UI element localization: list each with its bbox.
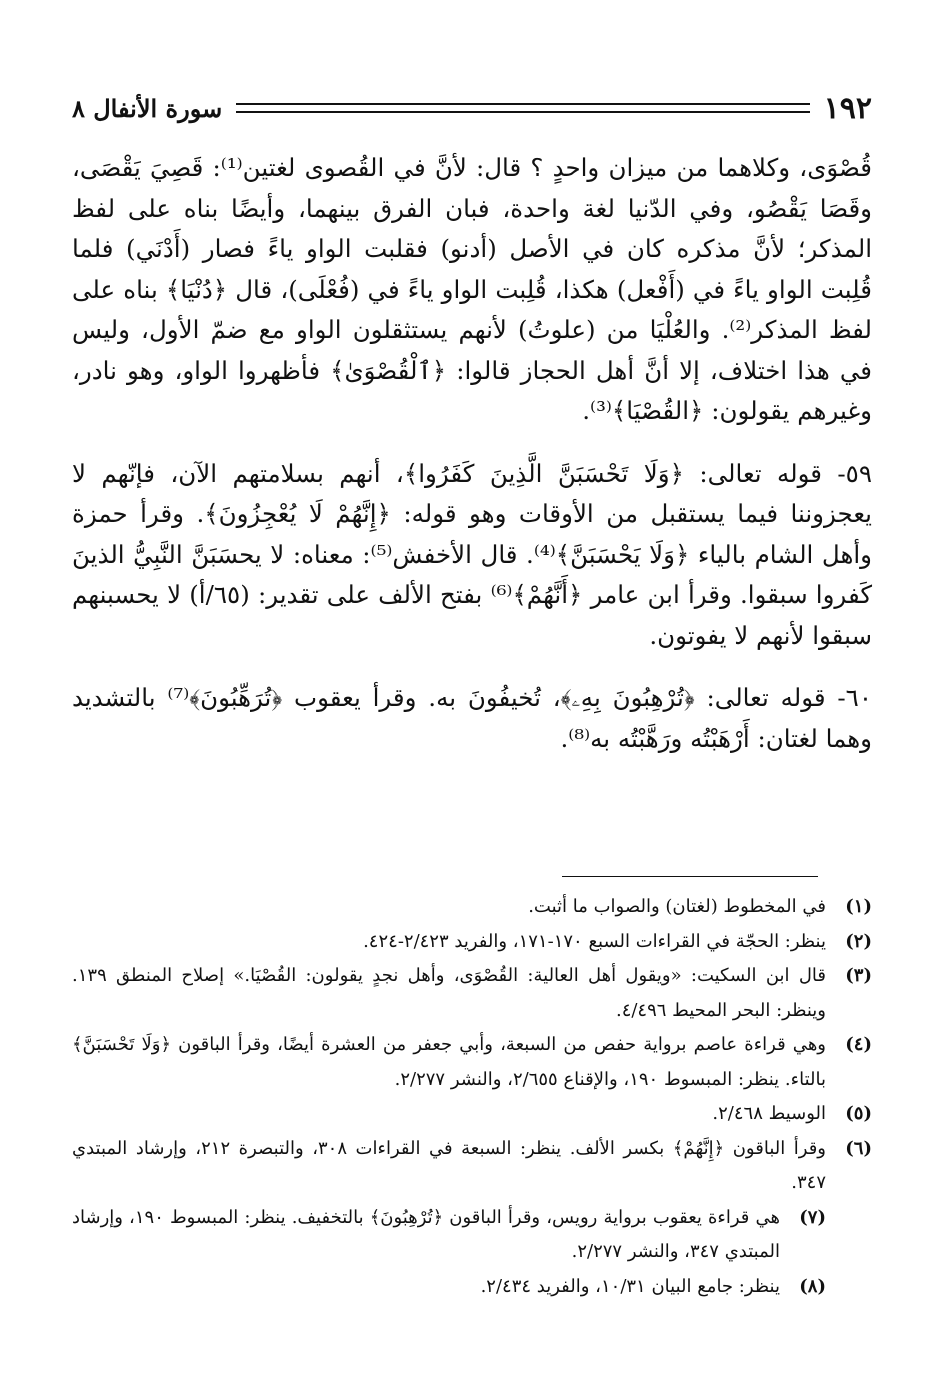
footnotes xyxy=(72,890,872,1304)
footnote-mark: (٢) xyxy=(845,930,872,952)
footnote-mark: (٧) xyxy=(799,1206,826,1228)
footnote-mark: (٦) xyxy=(845,1137,872,1159)
page-number: ١٩٢ xyxy=(823,90,872,126)
footnote-text: الوسيط ٢/٤٦٨. xyxy=(712,1103,826,1124)
footnote-mark: (٤) xyxy=(845,1034,872,1055)
footnote-text: في المخطوط (لغتان) والصواب ما أثبت. xyxy=(528,896,826,917)
footnote xyxy=(72,890,872,925)
footnote-mark: (١) xyxy=(845,896,872,917)
footnote-text: قال ابن السكيت: «ويقول أهل العالية: القُصْوَى، وأهل نجدٍ يقولون: القُصْيَا.» إصلاح المنطق ١٣٩. وينظر: البحر المحيط ٤/٤٩٦. xyxy=(72,965,826,1021)
footnote-text: ينظر: الحجّة في القراءات السبع ١٧٠-١٧١، والفريد ٢/٤٢٣-٤٢٤. xyxy=(363,930,826,952)
surah-title: سورة الأنفال ٨ xyxy=(72,93,223,123)
footnote-mark: (٣) xyxy=(845,965,872,986)
footnote-mark: (٨) xyxy=(799,1275,826,1297)
footnote-separator xyxy=(562,876,818,877)
footnote-text: ينظر: جامع البيان ١٠/٣١، والفريد ٢/٤٣٤. xyxy=(480,1275,780,1297)
footnote-text: وهي قراءة عاصم برواية حفص من السبعة، وأبي جعفر من العشرة أيضًا، وقرأ الباقون ﴿وَلَا تَحْسَبَنَّ﴾ بالتاء. ينظر: المبسوط ١٩٠، والإقناع ٢/٦٥٥، والنشر ٢/٢٧٧. xyxy=(72,1034,826,1090)
footnote xyxy=(72,1097,872,1132)
paragraph: ٦٠- قوله تعالى: ﴿تُرْهِبُونَ بِهِۦ﴾، تُخيفُونَ به. وقرأ يعقوب ﴿تُرَهِّبُونَ﴾⁽⁷⁾ بالتشديد وهما لغتان: أَرْهَبْتُه ورَهَّبْتُه به⁽⁸⁾. xyxy=(72,683,872,753)
footnote-mark: (٥) xyxy=(845,1103,872,1124)
footnote xyxy=(72,1132,872,1201)
header-rule xyxy=(236,103,809,113)
paragraph: قُصْوَى، وكلاهما من ميزان واحدٍ ؟ قال: لأنَّ في القُصوى لغتين⁽¹⁾: قَصِيَ يَقْصَى، وقَصَا يَقْصُو، وفي الدّنيا لغة واحدة، فبان الفرق بينهما، وأيضًا بناه على لفظ المذكر؛ لأنَّ مذكره كان في الأصل (أدنو) فقلبت الواو ياءً فصار (أَدْنَي) فلما قُلِبت الواو ياءً في (أَفْعل) هكذا، قُلِبت الواو ياءً في (فُعْلَى)، قال ﴿دُنْيَا﴾ بناه على لفظ المذكر⁽²⁾. والعُلْيَا من (علوتُ) لأنهم يستثقلون الواو مع ضمّ الأول، وليس في هذا اختلاف، إلا أنَّ أهل الحجاز قالوا: ﴿ٱلْقُصْوَىٰ﴾ فأظهروا الواو، وهو نادر، وغيرهم يقولون: ﴿القُصْيَا﴾⁽³⁾. xyxy=(72,153,872,425)
footnote xyxy=(72,925,872,960)
footnote-text: هي قراءة يعقوب برواية رويس، وقرأ الباقون ﴿تُرْهِبُونَ﴾ بالتخفيف. ينظر: المبسوط ١٩٠، وإرشاد المبتدي ٣٤٧، والنشر ٢/٢٧٧. xyxy=(72,1206,780,1262)
page-header xyxy=(72,88,872,128)
footnote xyxy=(72,959,872,1028)
footnote xyxy=(72,1028,872,1097)
footnote xyxy=(72,1270,872,1305)
main-text xyxy=(72,148,872,759)
footnote xyxy=(72,1201,872,1270)
footnote-text: وقرأ الباقون ﴿إِنَّهُمْ﴾ بكسر الألف. ينظر: السبعة في القراءات ٣٠٨، والتبصرة ٢١٢، وإرشاد المبتدي ٣٤٧. xyxy=(72,1137,826,1193)
paragraph: ٥٩- قوله تعالى: ﴿وَلَا تَحْسَبَنَّ الَّذِينَ كَفَرُوا﴾، أنهم بسلامتهم الآن، فإنّهم لا يعجزوننا فيما يستقبل من الأوقات وهو قوله: ﴿إِنَّهُمْ لَا يُعْجِزُونَ﴾. وقرأ حمزة وأهل الشام بالياء ﴿وَلَا يَحْسَبَنَّ﴾⁽⁴⁾. قال الأخفش⁽⁵⁾: معناه: لا يحسَبَنَّ النَّبِيُّ الذينَ كَفروا سبقوا. وقرأ ابن عامر ﴿أَنَّهُمْ﴾⁽⁶⁾ بفتح الألف على تقدير: (٦٥/أ) لا يحسبنهم سبقوا لأنهم لا يفوتون. xyxy=(72,458,873,650)
